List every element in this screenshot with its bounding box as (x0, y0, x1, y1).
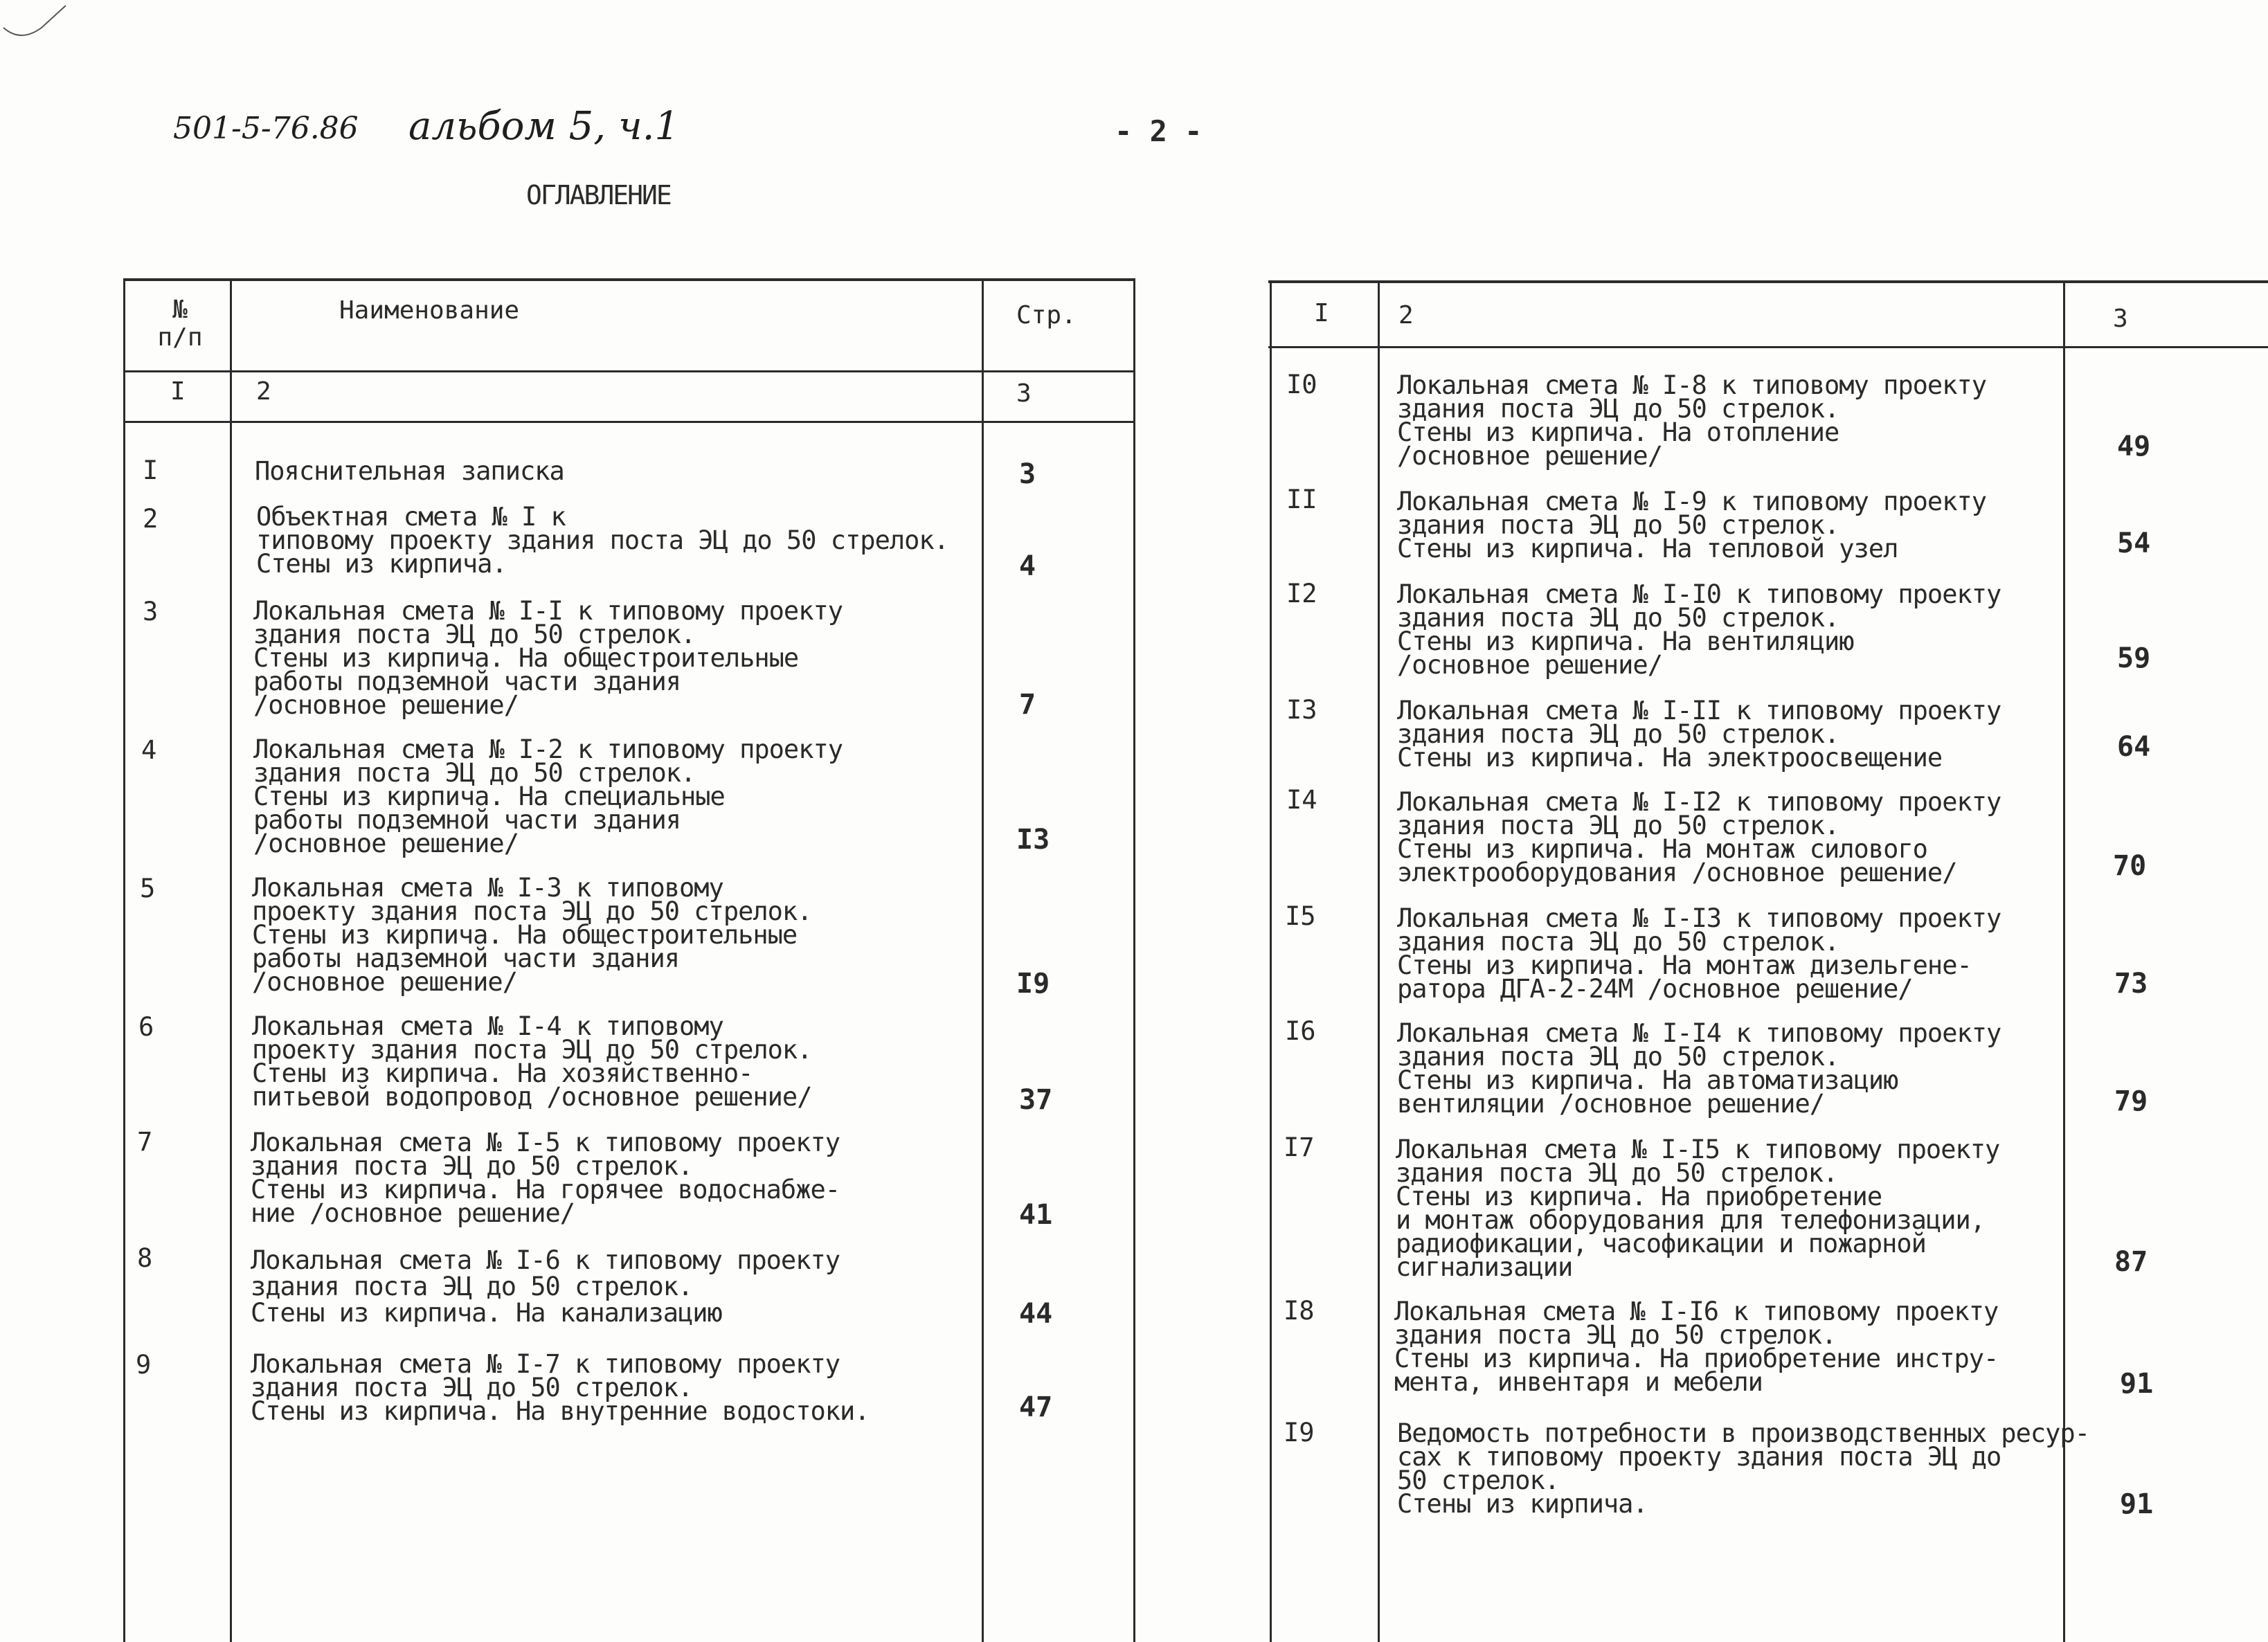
row-number: I6 (1285, 1016, 1316, 1046)
row-name: Локальная смета № I-I4 к типовому проекту здания поста ЭЦ до 50 стрелок. Стены из кирпича. На автоматизацию вентиляции /основное решение/ (1397, 1018, 2001, 1119)
row-page: 7 (1019, 689, 1036, 721)
row-number: I3 (1286, 695, 1317, 725)
row-number: 9 (136, 1350, 152, 1380)
header-name: Наименование (339, 296, 520, 325)
row-number: 7 (137, 1127, 153, 1157)
row-name: Локальная смета № I-9 к типовому проекту здания поста ЭЦ до 50 стрелок. Стены из кирпича. На тепловой узел (1397, 487, 1987, 563)
row-number: I8 (1284, 1296, 1315, 1326)
document-code: 501-5-76.86 (173, 111, 359, 146)
row-number: I4 (1286, 785, 1317, 815)
row-number: 3 (143, 597, 159, 626)
col-number-1: I (1314, 299, 1329, 327)
row-name: Локальная смета № I-2 к типовому проекту здания поста ЭЦ до 50 стрелок. Стены из кирпича. На специальные работы подземной части здания /основное решение/ (253, 734, 843, 858)
row-name: Локальная смета № I-I6 к типовому проекту здания поста ЭЦ до 50 стрелок. Стены из кирпича. На приобретение инстру- мента, инвентаря и мебели (1394, 1297, 1999, 1397)
page-title: ОГЛАВЛЕНИЕ (526, 180, 671, 210)
row-name: Локальная смета № I-5 к типовому проекту здания поста ЭЦ до 50 стрелок. Стены из кирпича. На горячее водоснабже- ние /основное решение/ (251, 1128, 840, 1228)
row-number: I9 (1284, 1418, 1315, 1447)
row-number: I2 (1286, 579, 1317, 608)
row-page: 44 (1019, 1298, 1053, 1330)
row-name: Локальная смета № I-4 к типовому проекту здания поста ЭЦ до 50 стрелок. Стены из кирпича. На хозяйственно- питьевой водопровод /основное решение/ (252, 1011, 812, 1112)
row-number: I0 (1286, 370, 1317, 399)
row-page: 64 (2117, 731, 2151, 763)
row-page: 79 (2114, 1085, 2148, 1117)
col-number-3: 3 (1016, 379, 1032, 408)
row-name: Локальная смета № I-I0 к типовому проекту здания поста ЭЦ до 50 стрелок. Стены из кирпича. На вентиляцию /основное решение/ (1397, 579, 2001, 680)
row-name: Локальная смета № I-I3 к типовому проекту здания поста ЭЦ до 50 стрелок. Стены из кирпича. На монтаж дизельгене- ратора ДГА-2-24М /основное решение/ (1397, 903, 2001, 1004)
row-page: 47 (1019, 1391, 1053, 1423)
row-number: I7 (1284, 1133, 1315, 1162)
row-page: I3 (1016, 824, 1050, 856)
row-number: I5 (1285, 901, 1316, 931)
col-number-1: I (170, 377, 186, 406)
header-page: Стр. (1016, 301, 1077, 330)
row-name: Пояснительная записка (255, 456, 564, 486)
row-page: 4 (1019, 550, 1036, 582)
row-number: II (1286, 485, 1317, 514)
row-page: 54 (2117, 527, 2151, 559)
row-number: 5 (140, 874, 156, 903)
row-page: 3 (1019, 458, 1036, 490)
row-name: Локальная смета № I-I5 к типовому проекту здания поста ЭЦ до 50 стрелок. Стены из кирпича. На приобретение и монтаж оборудования для телефонизации, радиофикации, часофикации и пожарной сигнализации (1396, 1135, 2000, 1282)
row-number: 8 (137, 1243, 153, 1273)
row-page: 59 (2117, 642, 2151, 674)
row-page: 70 (2113, 850, 2147, 882)
col-number-2: 2 (1398, 301, 1414, 330)
col-number-2: 2 (256, 377, 271, 406)
row-name: Локальная смета № I-3 к типовому проекту здания поста ЭЦ до 50 стрелок. Стены из кирпича. На общестроительные работы надземной части здания /основное решение/ (252, 873, 812, 997)
row-name: Локальная смета № I-8 к типовому проекту здания поста ЭЦ до 50 стрелок. Стены из кирпича. На отопление /основное решение/ (1397, 370, 1987, 471)
row-name: Локальная смета № I-I к типовому проекту здания поста ЭЦ до 50 стрелок. Стены из кирпича. На общестроительные работы подземной части здания /основное решение/ (253, 596, 843, 720)
row-page: 87 (2114, 1246, 2148, 1278)
row-name: Локальная смета № I-I2 к типовому проекту здания поста ЭЦ до 50 стрелок. Стены из кирпича. На монтаж силового электрооборудования /основное решение/ (1397, 787, 2001, 887)
row-page: 73 (2114, 968, 2148, 1000)
row-name: Локальная смета № I-6 к типовому проекту здания поста ЭЦ до 50 стрелок. Стены из кирпича. На канализацию (251, 1245, 840, 1328)
page-number: - 2 - (1115, 114, 1203, 148)
pencil-mark-icon (0, 0, 83, 48)
row-page: 37 (1019, 1084, 1053, 1116)
row-number: 2 (143, 504, 159, 534)
row-number: 4 (141, 735, 157, 765)
row-name: Локальная смета № I-II к типовому проекту здания поста ЭЦ до 50 стрелок. Стены из кирпича. На электроосвещение (1397, 696, 2001, 773)
album-label: альбом 5, ч.1 (408, 104, 680, 149)
row-page: 49 (2117, 431, 2151, 462)
row-page: 91 (2120, 1488, 2154, 1520)
row-name: Ведомость потребности в производственных ресур- сах к типовому проекту здания поста ЭЦ до 50 стрелок. Стены из кирпича. (1397, 1418, 2089, 1519)
row-page: I9 (1016, 968, 1050, 1000)
col-number-3: 3 (2113, 305, 2128, 333)
row-page: 91 (2120, 1368, 2154, 1400)
row-number: 6 (138, 1012, 154, 1042)
row-name: Объектная смета № I к типовому проекту здания поста ЭЦ до 50 стрелок. Стены из кирпича. (256, 502, 948, 579)
row-number: I (143, 455, 159, 485)
header-num: № п/п (157, 296, 203, 352)
row-page: 41 (1019, 1199, 1053, 1231)
row-name: Локальная смета № I-7 к типовому проекту здания поста ЭЦ до 50 стрелок. Стены из кирпича. На внутренние водостоки. (251, 1349, 870, 1426)
